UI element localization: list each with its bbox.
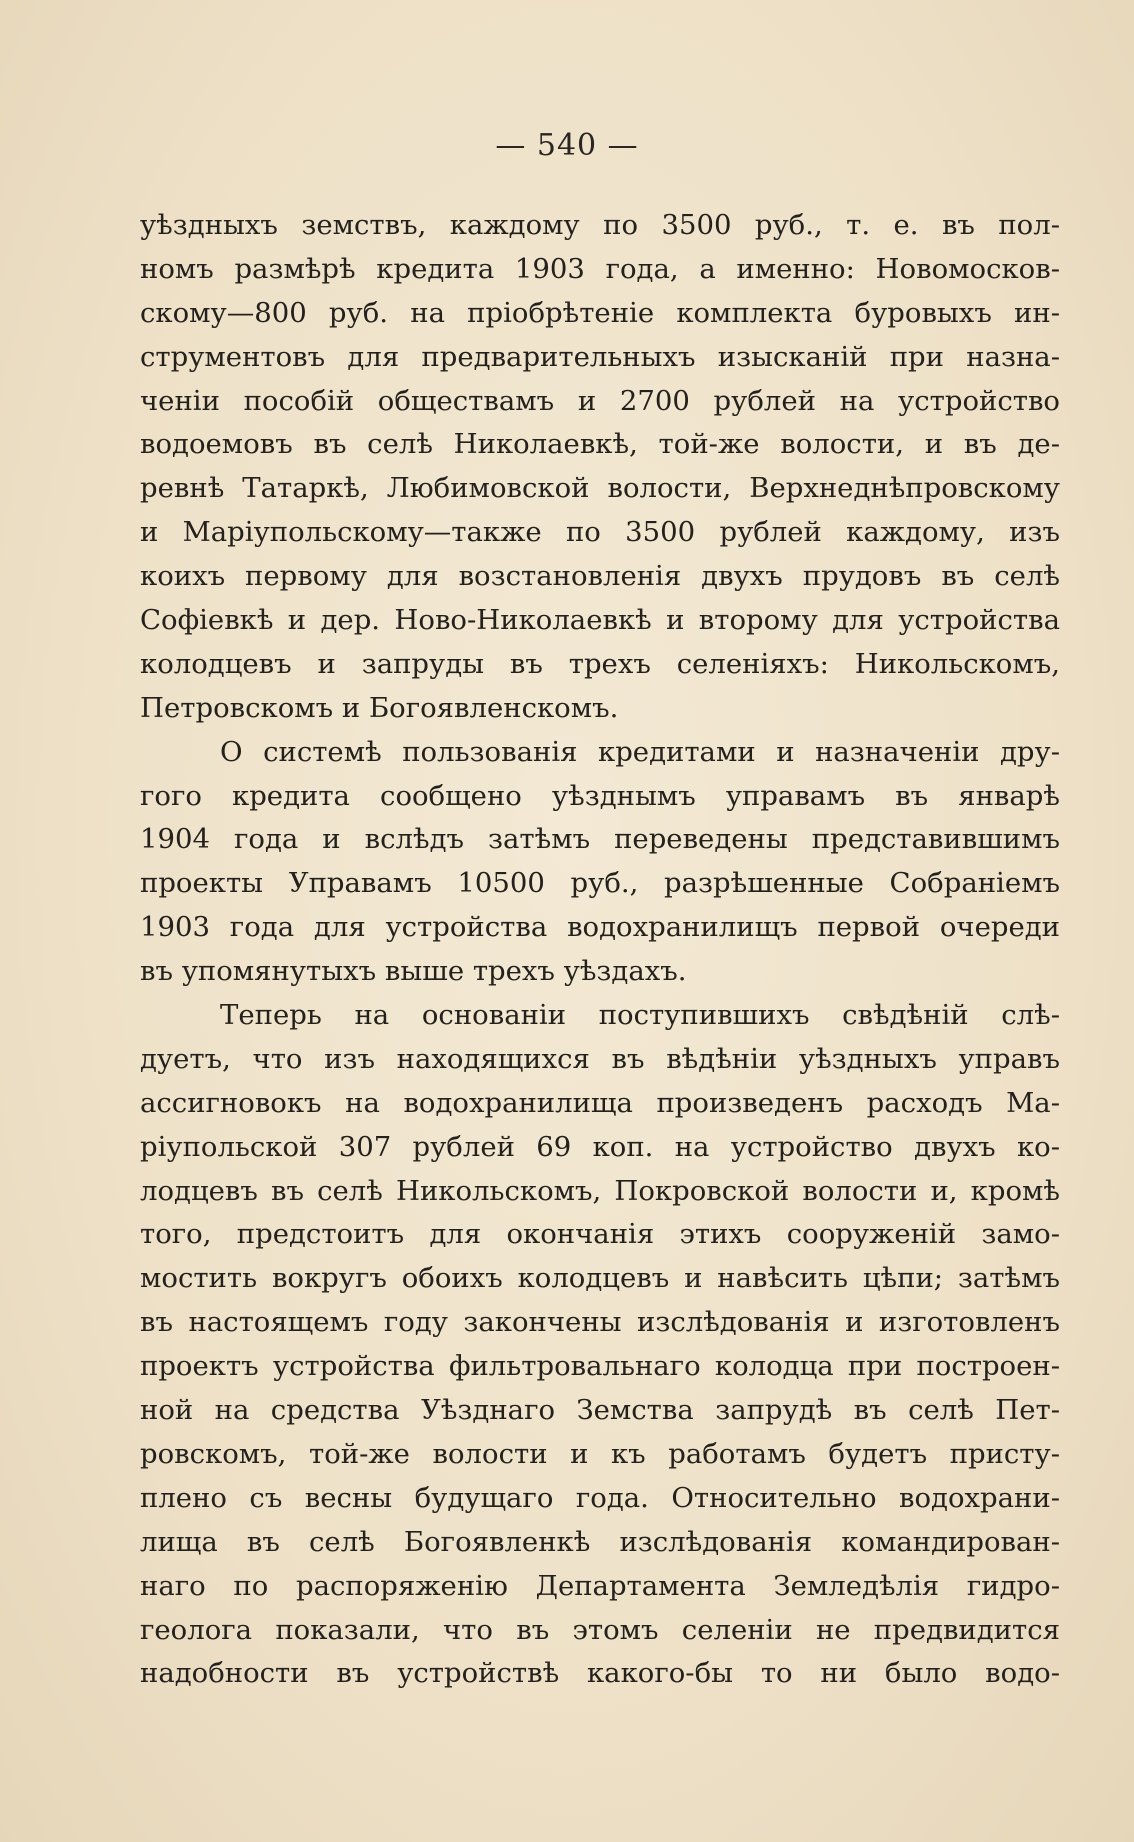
text-line: мостить вокругъ обоихъ колодцевъ и навѣсить цѣпи; затѣмъ <box>140 1262 1060 1295</box>
text-line: коихъ первому для возстановленія двухъ прудовъ въ селѣ <box>140 560 1060 593</box>
page-number: — 540 — <box>495 128 639 163</box>
text-line: гого кредита сообщено уѣзднымъ управамъ въ январѣ <box>140 779 1060 812</box>
text-line: Софіевкѣ и дер. Ново-Николаевкѣ и второму для устройства <box>140 604 1060 637</box>
text-line: ріупольской 307 рублей 69 коп. на устройство двухъ ко- <box>140 1130 1060 1163</box>
text-line: ревнѣ Татаркѣ, Любимовской волости, Верхнеднѣпровскому <box>140 472 1060 505</box>
text-line: Теперь на основаніи поступившихъ свѣдѣній слѣ- <box>220 999 1060 1032</box>
text-body <box>140 204 1060 1696</box>
text-line: ассигновокъ на водохранилища произведенъ расходъ Ма- <box>140 1086 1060 1119</box>
text-line: ровскомъ, той-же волости и къ работамъ будетъ присту- <box>140 1437 1060 1470</box>
text-line: проекты Управамъ 10500 руб., разрѣшенные Собраніемъ <box>140 867 1060 900</box>
text-line: того, предстоитъ для окончанія этихъ сооруженій замо- <box>140 1218 1060 1251</box>
text-line: О системѣ пользованія кредитами и назначеніи дру- <box>220 735 1060 768</box>
text-line: лища въ селѣ Богоявленкѣ изслѣдованія командирован- <box>140 1525 1060 1558</box>
paragraph-3 <box>140 994 1060 1696</box>
text-line: водоемовъ въ селѣ Николаевкѣ, той-же волости, и въ де- <box>140 428 1060 461</box>
text-line: проектъ устройства фильтровальнаго колодца при построен- <box>140 1350 1060 1383</box>
text-line: надобности въ устройствѣ какого-бы то ни было водо- <box>140 1657 1060 1690</box>
text-line: скому—800 руб. на пріобрѣтеніе комплекта буровыхъ ин- <box>140 296 1060 329</box>
text-line: въ упомянутыхъ выше трехъ уѣздахъ. <box>140 955 687 988</box>
text-line: геолога показали, что въ этомъ селеніи не предвидится <box>140 1613 1060 1646</box>
text-line: лодцевъ въ селѣ Никольскомъ, Покровской волости и, кромѣ <box>140 1174 1060 1207</box>
text-line: наго по распоряженію Департамента Земледѣлія гидро- <box>140 1569 1060 1602</box>
text-line: ченіи пособій обществамъ и 2700 рублей на устройство <box>140 384 1060 417</box>
text-line: 1904 года и вслѣдъ затѣмъ переведены представившимъ <box>140 823 1060 856</box>
text-line: уѣздныхъ земствъ, каждому по 3500 руб., т. е. въ пол- <box>140 209 1060 241</box>
text-line: номъ размѣрѣ кредита 1903 года, а именно: Новомосков- <box>140 252 1060 285</box>
text-line: 1903 года для устройства водохранилищъ первой очереди <box>140 911 1060 944</box>
text-line: колодцевъ и запруды въ трехъ селеніяхъ: Никольскомъ, <box>140 647 1060 680</box>
text-line: Петровскомъ и Богоявленскомъ. <box>140 691 619 724</box>
text-line: въ настоящемъ году закончены изслѣдованія и изготовленъ <box>140 1306 1060 1339</box>
text-line: ной на средства Уѣзднаго Земства запрудѣ въ селѣ Пет- <box>140 1394 1060 1427</box>
text-line: дуетъ, что изъ находящихся въ вѣдѣніи уѣздныхъ управъ <box>140 1042 1060 1075</box>
text-line: плено съ весны будущаго года. Относительно водохрани- <box>140 1481 1060 1514</box>
paragraph-2 <box>140 731 1060 994</box>
text-line: струментовъ для предварительныхъ изысканій при назна- <box>140 340 1060 373</box>
paragraph-1 <box>140 204 1060 731</box>
text-line: и Маріупольскому—также по 3500 рублей каждому, изъ <box>140 516 1060 549</box>
